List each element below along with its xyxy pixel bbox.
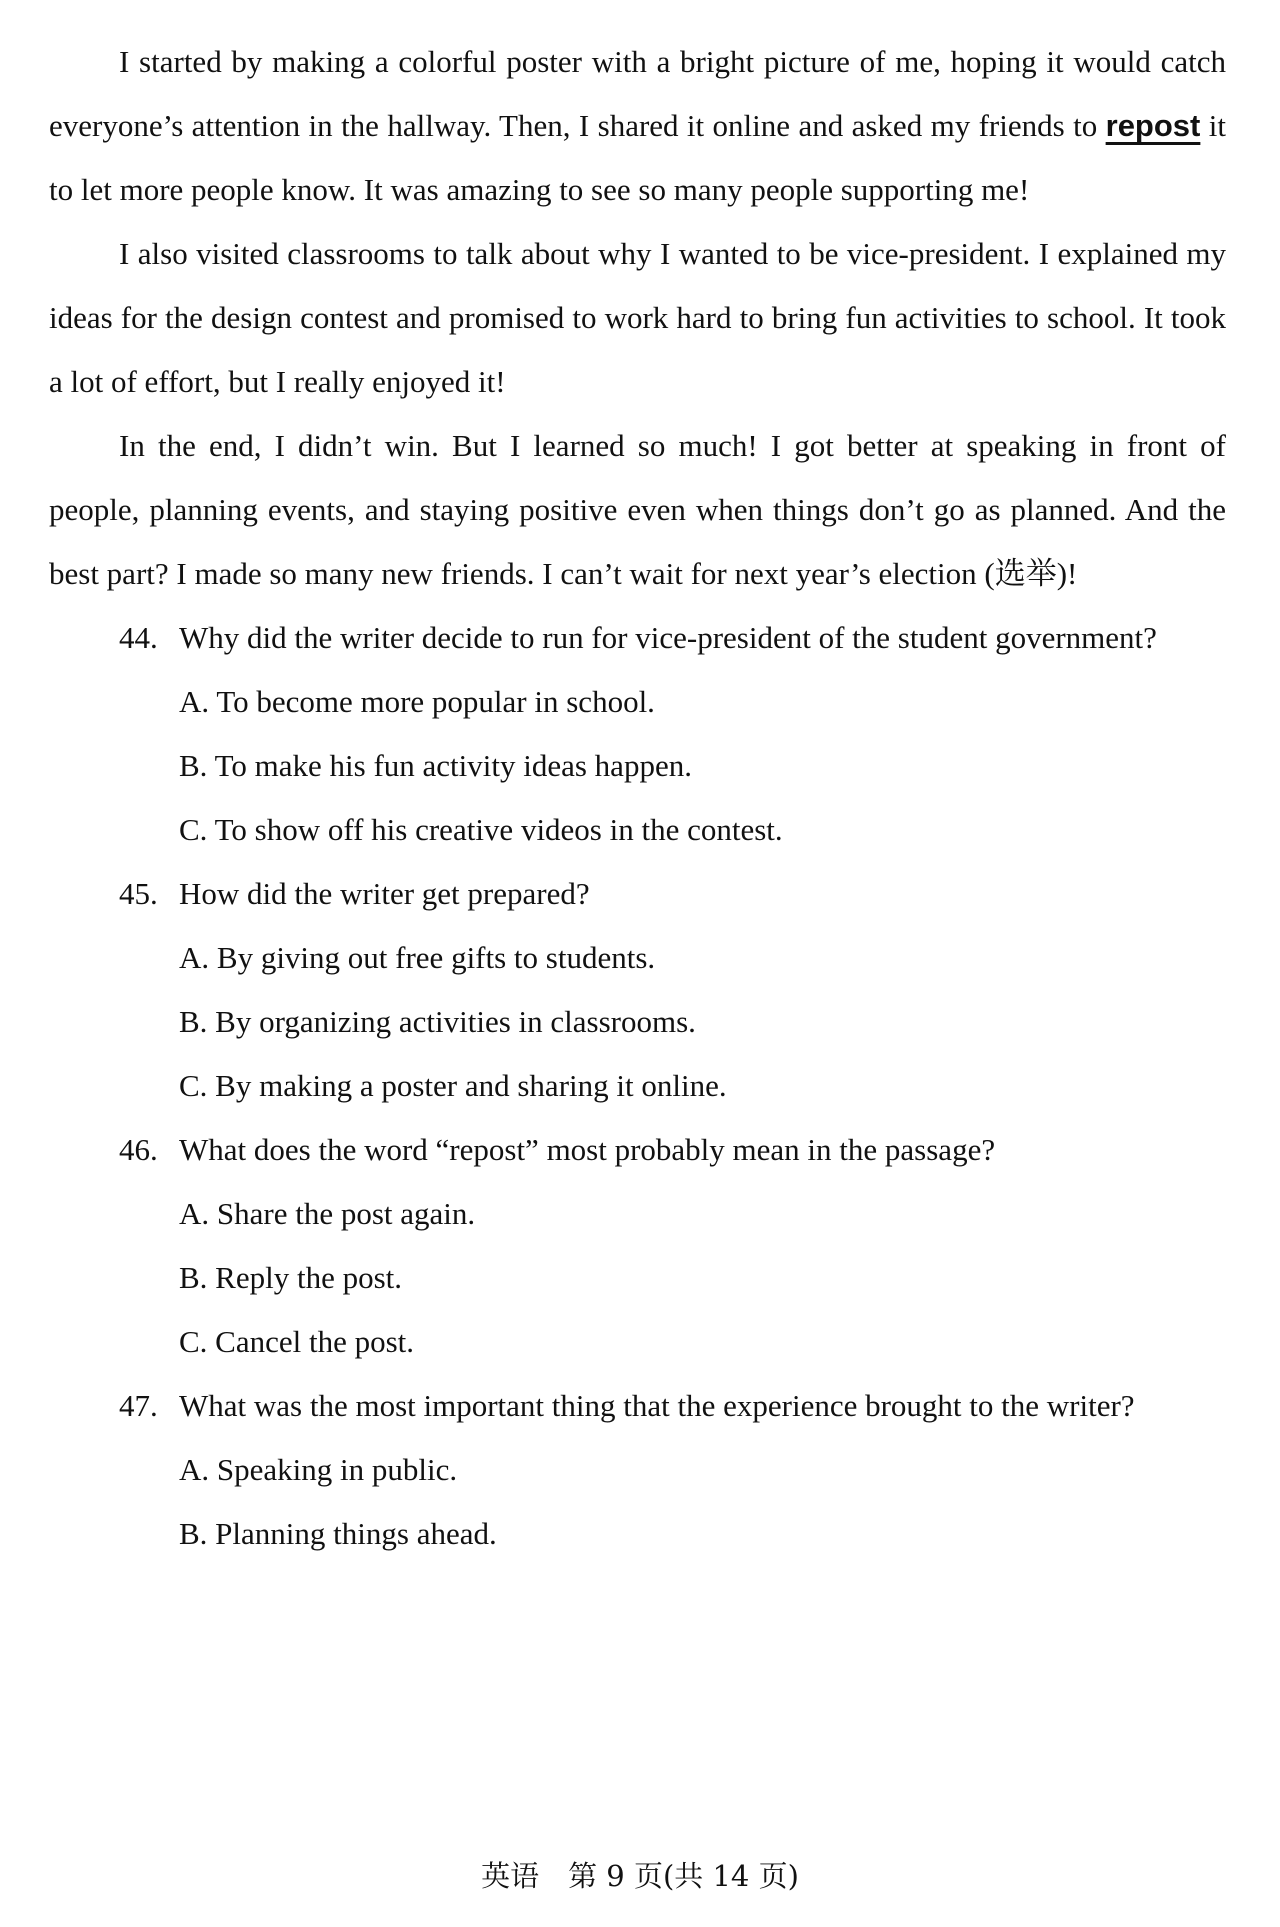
option-c: C. To show off his creative videos in the contest.	[179, 812, 783, 847]
question-number: 47.	[119, 1388, 158, 1423]
exam-page	[49, 30, 1226, 1566]
question-46	[49, 1118, 1226, 1374]
question-text: What does the word “repost” most probably mean in the passage?	[179, 1132, 996, 1167]
question-number: 44.	[119, 620, 158, 655]
question-stem	[49, 1374, 1226, 1438]
option-b: B. By organizing activities in classrooms.	[179, 1004, 696, 1039]
option-a: A. Share the post again.	[179, 1196, 476, 1231]
question-47	[49, 1374, 1226, 1566]
question-stem	[49, 862, 1226, 926]
question-44	[49, 606, 1226, 862]
option-c: C. By making a poster and sharing it online.	[179, 1068, 727, 1103]
page-footer: 英语 第 9 页(共 14 页)	[481, 1859, 799, 1893]
question-stem	[49, 606, 1226, 670]
question-number: 45.	[119, 876, 158, 911]
passage-text: it to let more people know. It was amazing to see so many people supporting me!	[49, 108, 1227, 207]
question-number: 46.	[119, 1132, 158, 1167]
option-a: A. To become more popular in school.	[179, 684, 655, 719]
option-a: A. By giving out free gifts to students.	[179, 940, 656, 975]
option-b: B. Reply the post.	[179, 1260, 403, 1295]
option-b: B. To make his fun activity ideas happen.	[179, 748, 692, 783]
question-45	[49, 862, 1226, 1118]
question-text: Why did the writer decide to run for vice-president of the student government?	[179, 620, 1157, 655]
passage-paragraph-3: In the end, I didn’t win. But I learned so much! I got better at speaking in front of people, planning events, and staying positive even when things don’t go as planned. And the best part? I made so many new friends. I can’t wait for next year’s election (选举)!	[49, 428, 1226, 591]
passage-paragraph-2: I also visited classrooms to talk about why I wanted to be vice-president. I explained my ideas for the design contest and promised to work hard to bring fun activities to school. It took a lot of effort, but I really enjoyed it!	[49, 236, 1226, 399]
option-b: B. Planning things ahead.	[179, 1516, 497, 1551]
passage-text: I started by making a colorful poster with a bright picture of me, hoping it would catch everyone’s attention in the hallway. Then, I shared it online and asked my friends to	[49, 44, 1226, 143]
passage-paragraph-1	[49, 30, 1226, 222]
question-text: What was the most important thing that the experience brought to the writer?	[179, 1388, 1135, 1423]
option-c: C. Cancel the post.	[179, 1324, 415, 1359]
question-stem	[49, 1118, 1226, 1182]
keyword-repost: repost	[1105, 108, 1201, 143]
option-a: A. Speaking in public.	[179, 1452, 458, 1487]
question-text: How did the writer get prepared?	[179, 876, 590, 911]
